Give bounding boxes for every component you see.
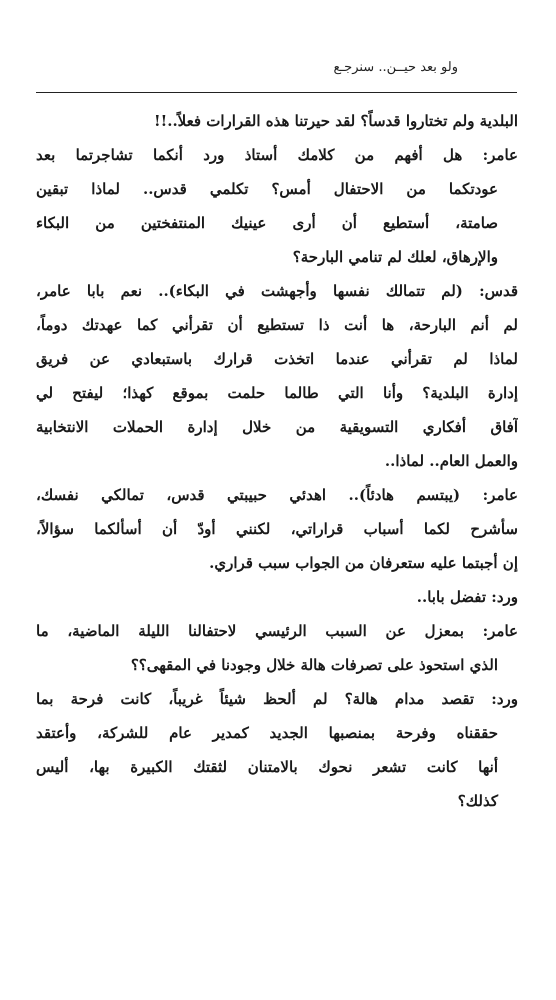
text-line: إدارة البلدية؟ وأنا التي طالما حلمت بموقع كهذا؛ ليفتح لي bbox=[36, 384, 518, 402]
text-line: أنها كانت تشعر نحوك بالامتنان لثقتك الكبيرة بها، أليس bbox=[36, 758, 498, 776]
text-line: البلدية ولم تختاروا قدساً؟ لقد حيرتنا هذه القرارات فعلاً..!! bbox=[154, 112, 518, 130]
text-line: عامر: بمعزل عن السبب الرئيسي لاحتفالنا الليلة الماضية، ما bbox=[36, 622, 518, 640]
running-header: ولو بعد حيــن.. سنرجـع bbox=[333, 60, 458, 75]
text-line: والعمل العام.. لماذا.. bbox=[384, 452, 518, 470]
text-line: كذلك؟ bbox=[457, 792, 498, 810]
text-line: إن أجبتما عليه ستعرفان من الجواب سبب قراري. bbox=[209, 554, 518, 572]
text-line: عامر: هل أفهم من كلامك أستاذ ورد أنكما تشاجرتما بعد bbox=[36, 146, 518, 164]
text-line: ورد: تفضل بابا.. bbox=[416, 588, 518, 606]
text-line: لم أنم البارحة، ها أنت ذا تستطيع أن تقرأني كما عهدتك دوماً، bbox=[36, 316, 518, 334]
text-line: الذي استحوذ على تصرفات هالة خلال وجودنا في المقهى؟؟ bbox=[130, 656, 498, 674]
text-line: سأشرح لكما أسباب قراراتي، لكنني أودّ أن أسألكما سؤالاً، bbox=[36, 520, 518, 538]
text-line: ورد: تقصد مدام هالة؟ لم ألحظ شيئاً غريباً، كانت فرحة بما bbox=[36, 690, 518, 708]
text-line: حققناه وفرحة بمنصبها الجديد كمدير عام للشركة، وأعتقد bbox=[36, 724, 498, 742]
text-line: قدس: (لم تتمالك نفسها وأجهشت في البكاء).. نعم بابا عامر، bbox=[36, 282, 518, 300]
text-line: لماذا لم تقرأني عندما اتخذت قرارك باستبعادي عن فريق bbox=[36, 350, 518, 368]
text-line: آفاق أفكاري التسويقية من خلال إدارة الحملات الانتخابية bbox=[36, 418, 518, 436]
text-line: والإرهاق، لعلك لم تنامي البارحة؟ bbox=[292, 248, 498, 266]
text-line: عامر: (يبتسم هادئاً).. اهدئي حبيبتي قدس، تمالكي نفسك، bbox=[36, 486, 518, 504]
text-line: عودتكما من الاحتفال أمس؟ تكلمي قدس.. لماذا تبقين bbox=[36, 180, 498, 198]
header-rule bbox=[36, 92, 517, 93]
text-line: صامتة، أستطيع أن أرى عينيك المنتفختين من البكاء bbox=[36, 214, 498, 232]
body-text bbox=[36, 104, 518, 818]
